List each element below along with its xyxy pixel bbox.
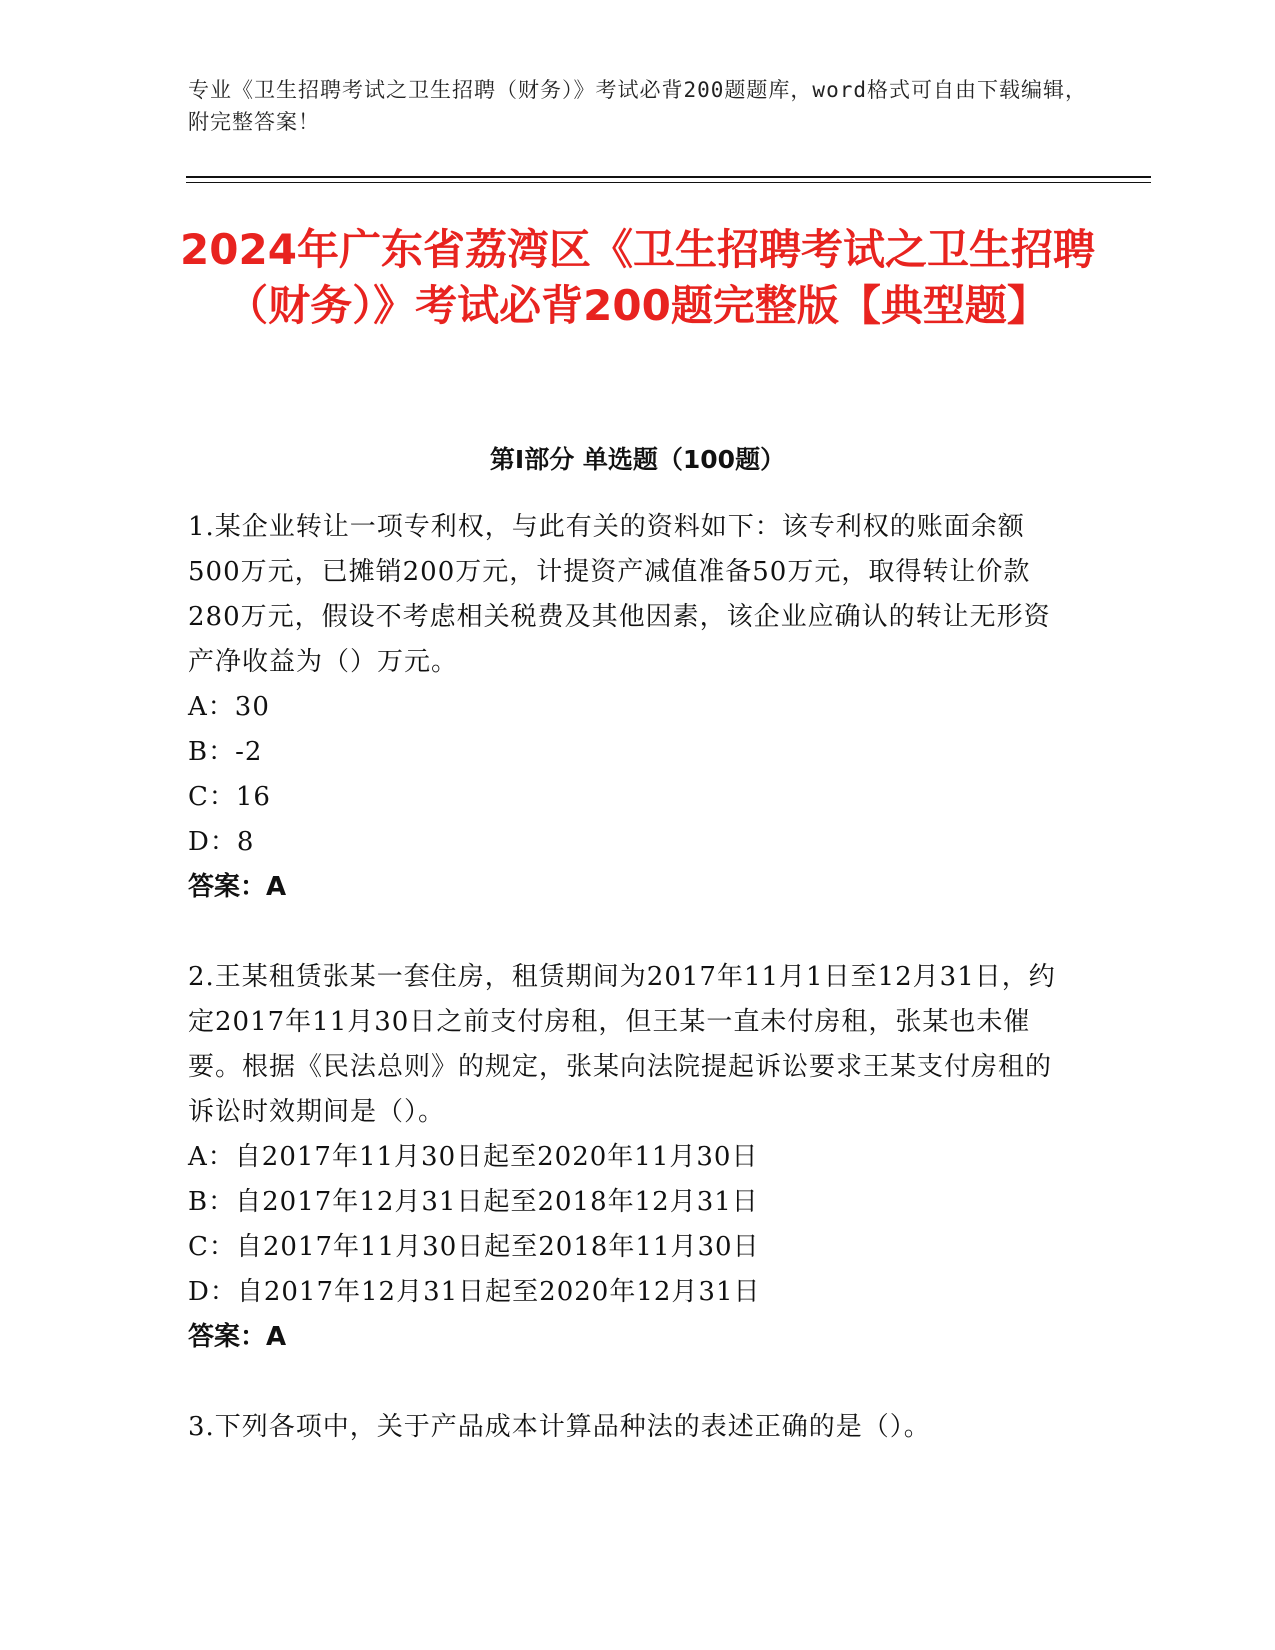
option-c: C：16: [188, 782, 271, 812]
header-divider: [186, 176, 1151, 178]
section-heading: 第Ⅰ部分 单选题（100题）: [489, 445, 786, 474]
option-b: B：自2017年12月31日起至2018年12月31日: [188, 1187, 759, 1217]
header-note: 专业《卫生招聘考试之卫生招聘（财务）》考试必背200题题库，word格式可自由下载编辑，附完整答案！: [188, 78, 1087, 134]
question-1: [188, 505, 1073, 910]
option-b: B：-2: [188, 737, 263, 767]
option-d: D：自2017年12月31日起至2020年12月31日: [188, 1277, 761, 1307]
question-text: 2.王某租赁张某一套住房，租赁期间为2017年11月1日至12月31日，约定2017年11月30日之前支付房租，但王某一直未付房租，张某也未催要。根据《民法总则》的规定，张某向法院提起诉讼要求王某支付房租的诉讼时效期间是（）。: [188, 962, 1056, 1127]
question-text: 1.某企业转让一项专利权，与此有关的资料如下：该专利权的账面余额500万元，已摊销200万元，计提资产减值准备50万元，取得转让价款280万元，假设不考虑相关税费及其他因素，该企业应确认的转让无形资产净收益为（）万元。: [188, 512, 1051, 677]
option-d: D：8: [188, 827, 255, 857]
option-a: A：30: [188, 692, 270, 722]
option-c: C：自2017年11月30日起至2018年11月30日: [188, 1232, 760, 1262]
answer-label: 答案：A: [188, 872, 287, 902]
question-2: [188, 955, 1073, 1360]
option-a: A：自2017年11月30日起至2020年11月30日: [188, 1142, 759, 1172]
question-text: 3.下列各项中，关于产品成本计算品种法的表述正确的是（）。: [188, 1412, 931, 1442]
question-3: [188, 1405, 1073, 1450]
document-title: 2024年广东省荔湾区《卫生招聘考试之卫生招聘（财务）》考试必背200题完整版【典型题】: [180, 225, 1095, 330]
header-divider-thin: [186, 182, 1151, 183]
answer-label: 答案：A: [188, 1322, 287, 1352]
